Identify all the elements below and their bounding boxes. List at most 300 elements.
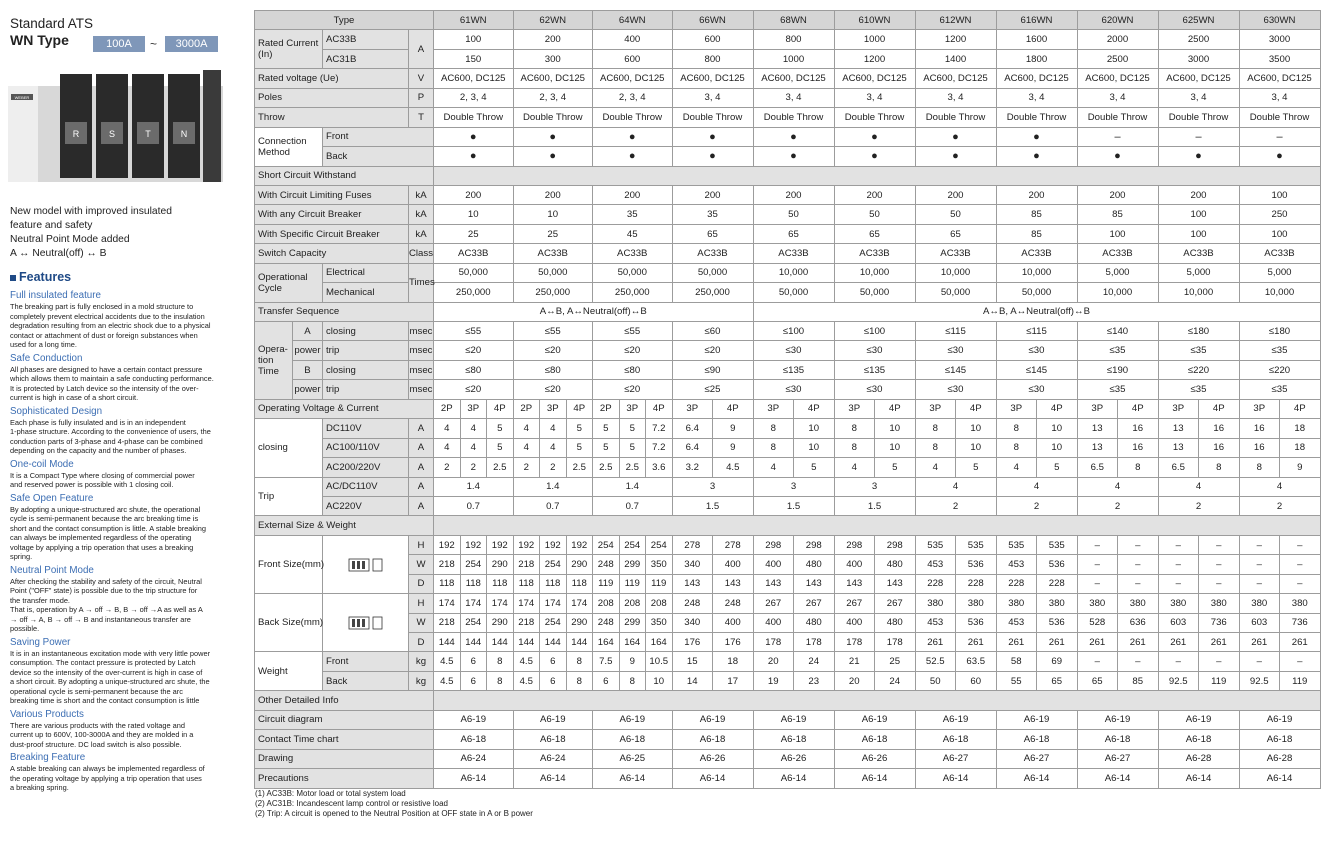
value-cell: 176 (713, 633, 754, 652)
value-cell: 164 (593, 633, 620, 652)
power-label: power (293, 341, 323, 360)
dim-d-label: D (409, 633, 434, 652)
value-cell: 9 (713, 438, 754, 457)
value-cell: 8 (753, 419, 794, 438)
back-size-label: Back Size(mm) (255, 594, 323, 652)
value-cell: 58 (996, 652, 1037, 671)
value-cell: 192 (540, 535, 567, 554)
value-cell: 4 (1158, 477, 1239, 496)
unit-cell: kA (409, 205, 434, 224)
value-cell: 50,000 (434, 263, 514, 282)
value-cell: 65 (915, 224, 996, 243)
dot-cell: ● (1077, 147, 1158, 166)
value-cell: 6.5 (1077, 458, 1118, 477)
value-cell: – (1199, 555, 1240, 574)
value-cell: 380 (1077, 594, 1118, 613)
value-cell: 380 (1280, 594, 1321, 613)
reference-cell: A6-18 (834, 730, 915, 749)
value-cell: 178 (753, 633, 794, 652)
trip-label: trip (323, 341, 409, 360)
reference-cell: A6-19 (1158, 710, 1239, 729)
value-cell: 2000 (1077, 30, 1158, 49)
reference-cell: A6-18 (1077, 730, 1158, 749)
value-cell: 200 (672, 185, 753, 204)
type-61wn: 61WN (434, 11, 514, 30)
type-625wn: 625WN (1158, 11, 1239, 30)
transfer-sequence-label: Transfer Sequence (255, 302, 434, 321)
value-cell: 6 (593, 671, 620, 690)
features-heading-text: Features (19, 270, 72, 284)
value-cell: 2 (996, 496, 1077, 515)
unit-cell: msec (409, 380, 434, 399)
scw-label: With Circuit Limiting Fuses (255, 185, 409, 204)
value-cell: 2 (1158, 496, 1239, 515)
value-cell: 100 (1239, 224, 1320, 243)
value-cell: 261 (1239, 633, 1280, 652)
value-cell: 23 (794, 671, 835, 690)
value-cell: 400 (713, 613, 754, 632)
value-cell: Double Throw (513, 108, 593, 127)
value-cell: 4.5 (713, 458, 754, 477)
table-row (255, 652, 1321, 671)
value-cell: 144 (487, 633, 514, 652)
value-cell: 50 (753, 205, 834, 224)
value-cell: 4 (996, 477, 1077, 496)
value-cell: 16 (1239, 438, 1280, 457)
value-cell: 254 (619, 535, 646, 554)
value-cell: 10,000 (996, 263, 1077, 282)
square-bullet-icon (10, 275, 16, 281)
value-cell: 4 (1077, 477, 1158, 496)
value-cell: 65 (834, 224, 915, 243)
value-cell: – (1239, 574, 1280, 593)
reference-cell: A6-19 (434, 710, 514, 729)
value-cell: 9 (713, 419, 754, 438)
value-cell: ≤190 (1077, 360, 1158, 379)
reference-cell: A6-18 (1239, 730, 1320, 749)
intro-line: New model with improved insulated (10, 206, 172, 217)
table-row (255, 419, 1321, 438)
value-cell: 10,000 (1239, 283, 1320, 302)
value-cell: 453 (996, 613, 1037, 632)
reference-cell: A6-19 (1077, 710, 1158, 729)
value-cell: 164 (619, 633, 646, 652)
rated-current-label: Rated Current (In) (255, 30, 323, 69)
table-row (255, 322, 1321, 341)
phase-t-label: T (145, 129, 151, 139)
value-cell: ≤145 (996, 360, 1077, 379)
unit-cell: A (409, 419, 434, 438)
table-row (255, 555, 1321, 574)
value-cell: 2.5 (619, 458, 646, 477)
value-cell: 298 (875, 535, 916, 554)
value-cell: 65 (672, 224, 753, 243)
value-cell: 2 (1077, 496, 1158, 515)
value-cell: ≤25 (672, 380, 753, 399)
sc-withstand-label: Short Circuit Withstand (255, 166, 434, 185)
reference-cell: A6-26 (672, 749, 753, 768)
value-cell: 300 (513, 49, 593, 68)
value-cell: 1400 (915, 49, 996, 68)
value-cell: AC600, DC125 (996, 69, 1077, 88)
value-cell: 6.4 (672, 419, 713, 438)
reference-cell: A6-14 (513, 769, 593, 788)
value-cell: ≤55 (513, 322, 593, 341)
dim-w-label: W (409, 613, 434, 632)
value-cell: 4P (1118, 399, 1159, 418)
value-cell: 18 (713, 652, 754, 671)
value-cell: 1.4 (513, 477, 593, 496)
dot-cell: ● (834, 147, 915, 166)
value-cell: 3P (753, 399, 794, 418)
table-row (255, 11, 1321, 30)
value-cell: 25 (875, 652, 916, 671)
value-cell: – (1239, 535, 1280, 554)
value-cell: 143 (753, 574, 794, 593)
reference-cell: A6-19 (915, 710, 996, 729)
reference-cell: A6-19 (996, 710, 1077, 729)
value-cell: 4 (834, 458, 875, 477)
unit-cell: Times (409, 263, 434, 302)
value-cell: Double Throw (672, 108, 753, 127)
value-cell: 4P (794, 399, 835, 418)
value-cell: 1200 (834, 49, 915, 68)
unit-cell: P (409, 88, 434, 107)
value-cell: 600 (672, 30, 753, 49)
value-cell: 2500 (1158, 30, 1239, 49)
dim-h-label: H (409, 535, 434, 554)
value-cell: AC600, DC125 (834, 69, 915, 88)
value-cell: 2, 3, 4 (593, 88, 673, 107)
feature-body: By adopting a unique-structured arc shute, the operational cycle is semi-permanent because the arc breaking time is short and the contact consumption is little. A stable breaking can always be implemented regardless of the operating voltage by applying a trip operation that uses a breaking spring. (10, 504, 206, 561)
value-cell: 4P (566, 399, 593, 418)
dot-cell: – (1077, 127, 1158, 146)
feature-heading: Sophisticated Design (10, 405, 103, 417)
value-cell: – (1280, 555, 1321, 574)
value-cell: 3P (672, 399, 713, 418)
value-cell: 50,000 (593, 263, 673, 282)
back-label: Back (323, 147, 434, 166)
value-cell: 380 (1158, 594, 1199, 613)
value-cell: 5 (619, 438, 646, 457)
value-cell: ≤30 (996, 341, 1077, 360)
value-cell: 178 (794, 633, 835, 652)
value-cell: 10 (956, 438, 997, 457)
value-cell: 174 (434, 594, 461, 613)
value-cell: 536 (956, 555, 997, 574)
unit-cell: msec (409, 322, 434, 341)
value-cell: 278 (713, 535, 754, 554)
weight-back-label: Back (323, 671, 409, 690)
table-row (255, 380, 1321, 399)
reference-cell: A6-24 (434, 749, 514, 768)
value-cell: 3, 4 (1239, 88, 1320, 107)
value-cell: 2 (915, 496, 996, 515)
value-cell: ≤35 (1239, 341, 1320, 360)
value-cell: 228 (915, 574, 956, 593)
value-cell: 380 (915, 594, 956, 613)
value-cell: 400 (834, 613, 875, 632)
unit-cell: kA (409, 224, 434, 243)
reference-cell: A6-27 (915, 749, 996, 768)
value-cell: 4 (460, 438, 487, 457)
value-cell: AC33B (1077, 244, 1158, 263)
table-row (255, 108, 1321, 127)
dot-cell: – (1239, 127, 1320, 146)
scw-label: With Specific Circuit Breaker (255, 224, 409, 243)
product-title: Standard ATS (10, 16, 94, 31)
value-cell: 5,000 (1239, 263, 1320, 282)
value-cell: 10 (1037, 438, 1078, 457)
value-cell: 350 (646, 613, 673, 632)
value-cell: 63.5 (956, 652, 997, 671)
value-cell: ≤20 (434, 341, 514, 360)
value-cell: 1.5 (834, 496, 915, 515)
value-cell: 250,000 (434, 283, 514, 302)
value-cell: 143 (875, 574, 916, 593)
value-cell: 50,000 (834, 283, 915, 302)
value-cell: 50,000 (753, 283, 834, 302)
value-cell: 380 (1199, 594, 1240, 613)
voltage-label: DC110V (323, 419, 409, 438)
value-cell: 192 (487, 535, 514, 554)
value-cell: – (1118, 652, 1159, 671)
ac33b-label: AC33B (323, 30, 409, 49)
feature-body: There are various products with the rated voltage and current up to 600V, 100-3000A and they are molded in a dust-proof structure. DC load switch is also possible. (10, 720, 194, 749)
value-cell: ≤80 (593, 360, 673, 379)
value-cell: 55 (996, 671, 1037, 690)
value-cell: 4 (753, 458, 794, 477)
value-cell: ≤180 (1158, 322, 1239, 341)
table-row (255, 205, 1321, 224)
value-cell: ≤30 (915, 380, 996, 399)
value-cell: 4 (434, 438, 461, 457)
value-cell: 267 (753, 594, 794, 613)
value-cell: AC600, DC125 (753, 69, 834, 88)
intro-line: Neutral Point Mode added (10, 234, 130, 245)
type-64wn: 64WN (593, 11, 673, 30)
dot-cell: – (1158, 127, 1239, 146)
value-cell: ≤30 (996, 380, 1077, 399)
value-cell: 290 (566, 555, 593, 574)
feature-body: After checking the stability and safety of the circuit, Neutral Point ("OFF" state) is possible due to the trip structure for the transfer mode. That is, operation by A → off → B, B → off →A as well as A → off → A, B → off → B and instantaneous transfer are possible. (10, 576, 203, 633)
value-cell: 200 (915, 185, 996, 204)
table-row (255, 458, 1321, 477)
range-high-badge: 3000A (165, 36, 218, 52)
dot-cell: ● (1158, 147, 1239, 166)
value-cell: 380 (1239, 594, 1280, 613)
value-cell: 69 (1037, 652, 1078, 671)
table-row (255, 749, 1321, 768)
reference-cell: A6-18 (513, 730, 593, 749)
value-cell: 3P (1077, 399, 1118, 418)
value-cell: 228 (956, 574, 997, 593)
value-cell: 144 (513, 633, 540, 652)
power-label: power (293, 380, 323, 399)
value-cell: 118 (513, 574, 540, 593)
value-cell: 85 (1077, 205, 1158, 224)
value-cell: 4P (487, 399, 514, 418)
value-cell: 192 (434, 535, 461, 554)
value-cell: 119 (646, 574, 673, 593)
type-68wn: 68WN (753, 11, 834, 30)
unit-cell: kA (409, 185, 434, 204)
reference-cell: A6-18 (996, 730, 1077, 749)
value-cell: 218 (434, 555, 461, 574)
value-cell: 254 (540, 555, 567, 574)
value-cell: 19 (753, 671, 794, 690)
value-cell: 174 (513, 594, 540, 613)
value-cell: 8 (487, 671, 514, 690)
value-cell: – (1280, 535, 1321, 554)
phase-s-label: S (108, 129, 116, 139)
value-cell: ≤35 (1158, 380, 1239, 399)
value-cell: 174 (487, 594, 514, 613)
rated-voltage-label: Rated voltage (Ue) (255, 69, 409, 88)
table-row (255, 185, 1321, 204)
value-cell: 10,000 (1158, 283, 1239, 302)
value-cell: 4.5 (434, 652, 461, 671)
value-cell: 1.5 (672, 496, 753, 515)
value-cell: ≤55 (434, 322, 514, 341)
value-cell: 119 (619, 574, 646, 593)
value-cell: 13 (1158, 419, 1199, 438)
value-cell: 267 (834, 594, 875, 613)
reference-cell: A6-18 (593, 730, 673, 749)
dimension-diagram (323, 535, 409, 593)
voltage-label: AC/DC110V (323, 477, 409, 496)
table-row (255, 516, 1321, 535)
value-cell: 3 (753, 477, 834, 496)
value-cell: 200 (1158, 185, 1239, 204)
value-cell: ≤30 (834, 380, 915, 399)
value-cell: 3P (540, 399, 567, 418)
value-cell: 536 (956, 613, 997, 632)
value-cell: 248 (593, 555, 620, 574)
value-cell: 603 (1239, 613, 1280, 632)
type-header: Type (255, 11, 434, 30)
value-cell: 4.5 (513, 671, 540, 690)
value-cell: 2 (460, 458, 487, 477)
power-b-cell: B (293, 360, 323, 379)
other-info-row-label: Circuit diagram (255, 710, 434, 729)
value-cell: 65 (1077, 671, 1118, 690)
value-cell: 261 (1077, 633, 1118, 652)
value-cell: 1.4 (593, 477, 673, 496)
value-cell: 0.7 (434, 496, 514, 515)
table-row (255, 710, 1321, 729)
value-cell: 5 (1037, 458, 1078, 477)
value-cell: – (1199, 574, 1240, 593)
value-cell: 2P (434, 399, 461, 418)
value-cell: 200 (513, 30, 593, 49)
dim-d-label: D (409, 574, 434, 593)
value-cell: 8 (619, 671, 646, 690)
value-cell: 261 (1158, 633, 1199, 652)
value-cell: 174 (566, 594, 593, 613)
value-cell: 453 (915, 555, 956, 574)
table-row (255, 360, 1321, 379)
value-cell: ≤20 (593, 380, 673, 399)
value-cell: 2, 3, 4 (513, 88, 593, 107)
value-cell: ≤80 (513, 360, 593, 379)
value-cell: 92.5 (1239, 671, 1280, 690)
value-cell: 218 (513, 555, 540, 574)
value-cell: 380 (996, 594, 1037, 613)
value-cell: 4 (434, 419, 461, 438)
value-cell: 1000 (834, 30, 915, 49)
value-cell: 636 (1118, 613, 1159, 632)
value-cell: 2 (513, 458, 540, 477)
value-cell: 2.5 (566, 458, 593, 477)
value-cell: 10 (875, 419, 916, 438)
dot-cell: ● (434, 147, 514, 166)
value-cell: AC33B (672, 244, 753, 263)
value-cell: ≤35 (1239, 380, 1320, 399)
table-row (255, 496, 1321, 515)
table-row (255, 574, 1321, 593)
switch-capacity-label: Switch Capacity (255, 244, 409, 263)
value-cell: 8 (1118, 458, 1159, 477)
value-cell: 8 (1199, 458, 1240, 477)
value-cell: 261 (1280, 633, 1321, 652)
value-cell: 254 (593, 535, 620, 554)
dot-cell: ● (593, 127, 673, 146)
value-cell: AC600, DC125 (915, 69, 996, 88)
value-cell: 4P (875, 399, 916, 418)
value-cell: 144 (460, 633, 487, 652)
value-cell: 340 (672, 613, 713, 632)
value-cell: 4 (915, 458, 956, 477)
value-cell: AC33B (834, 244, 915, 263)
connection-method-label: Connection Method (255, 127, 323, 166)
value-cell: 16 (1118, 419, 1159, 438)
feature-heading: Various Products (10, 708, 84, 720)
value-cell: 8 (834, 419, 875, 438)
unit-cell: A (409, 458, 434, 477)
value-cell: 261 (1118, 633, 1159, 652)
value-cell: 8 (996, 419, 1037, 438)
spec-table (254, 10, 1321, 789)
value-cell: 5 (566, 438, 593, 457)
value-cell: 218 (434, 613, 461, 632)
value-cell: 3P (1158, 399, 1199, 418)
type-612wn: 612WN (915, 11, 996, 30)
value-cell: 65 (1037, 671, 1078, 690)
value-cell: 24 (875, 671, 916, 690)
value-cell: 3500 (1239, 49, 1320, 68)
value-cell: 3, 4 (996, 88, 1077, 107)
table-row (255, 399, 1321, 418)
unit-cell: A (409, 30, 434, 69)
value-cell: 4.5 (434, 671, 461, 690)
value-cell: 174 (460, 594, 487, 613)
value-cell: 6.4 (672, 438, 713, 457)
value-cell: 118 (487, 574, 514, 593)
voltage-label: AC220V (323, 496, 409, 515)
value-cell: 16 (1199, 419, 1240, 438)
value-cell: 10 (434, 205, 514, 224)
brand-label: WEBER (14, 95, 30, 100)
value-cell: 480 (794, 613, 835, 632)
blank-cell (434, 166, 1321, 185)
value-cell: 218 (513, 613, 540, 632)
reference-cell: A6-18 (753, 730, 834, 749)
value-cell: Double Throw (915, 108, 996, 127)
value-cell: 453 (915, 613, 956, 632)
intro-line: feature and safety (10, 220, 93, 231)
value-cell: Double Throw (834, 108, 915, 127)
